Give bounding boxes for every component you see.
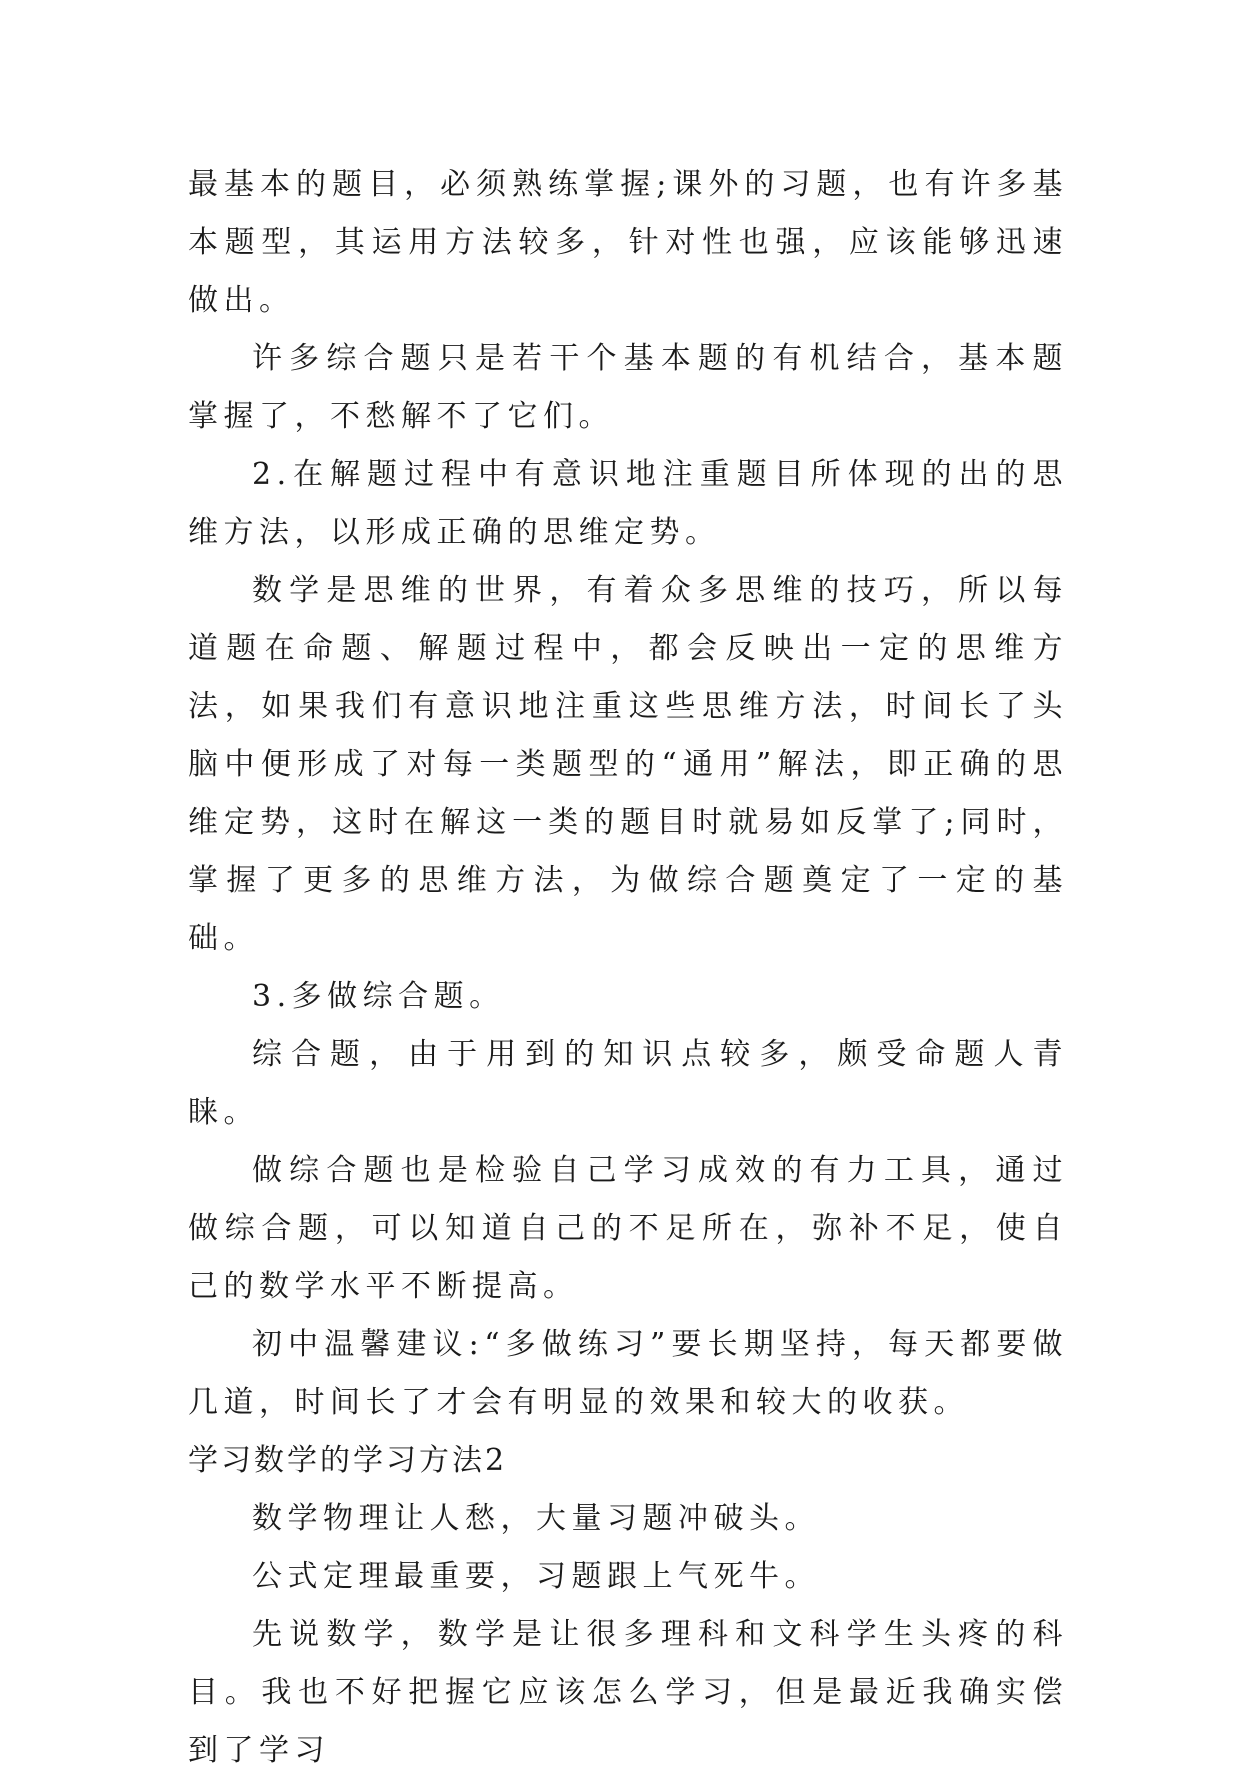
paragraph: 许多综合题只是若干个基本题的有机结合，基本题掌握了，不愁解不了它们。 [188,341,1068,434]
paragraph: 数学物理让人愁，大量习题冲破头。 [252,1501,820,1536]
section-title: 学习数学的学习方法2 [188,1443,508,1478]
paragraph: 综合题，由于用到的知识点较多，颇受命题人青睐。 [188,1037,1068,1130]
document-body [188,156,1068,1780]
paragraph: 先说数学，数学是让很多理科和文科学生头疼的科目。我也不好把握它应该怎么学习，但是最近我确实偿到了学习 [188,1617,1068,1768]
paragraph: 数学是思维的世界，有着众多思维的技巧，所以每道题在命题、解题过程中，都会反映出一定的思维方法，如果我们有意识地注重这些思维方法，时间长了头脑中便形成了对每一类题型的“通用”解法，即正确的思维定势，这时在解这一类的题目时就易如反掌了;同时，掌握了更多的思维方法，为做综合题奠定了一定的基础。 [188,573,1068,956]
paragraph: 最基本的题目，必须熟练掌握;课外的习题，也有许多基本题型，其运用方法较多，针对性也强，应该能够迅速做出。 [188,167,1068,318]
paragraph: 公式定理最重要，习题跟上气死牛。 [252,1559,820,1594]
paragraph: 2.在解题过程中有意识地注重题目所体现的出的思维方法，以形成正确的思维定势。 [188,457,1068,550]
paragraph: 做综合题也是检验自己学习成效的有力工具，通过做综合题，可以知道自己的不足所在，弥补不足，使自己的数学水平不断提高。 [188,1153,1068,1304]
paragraph: 3.多做综合题。 [252,979,505,1014]
paragraph: 初中温馨建议:“多做练习”要长期坚持，每天都要做几道，时间长了才会有明显的效果和较大的收获。 [188,1327,1068,1420]
